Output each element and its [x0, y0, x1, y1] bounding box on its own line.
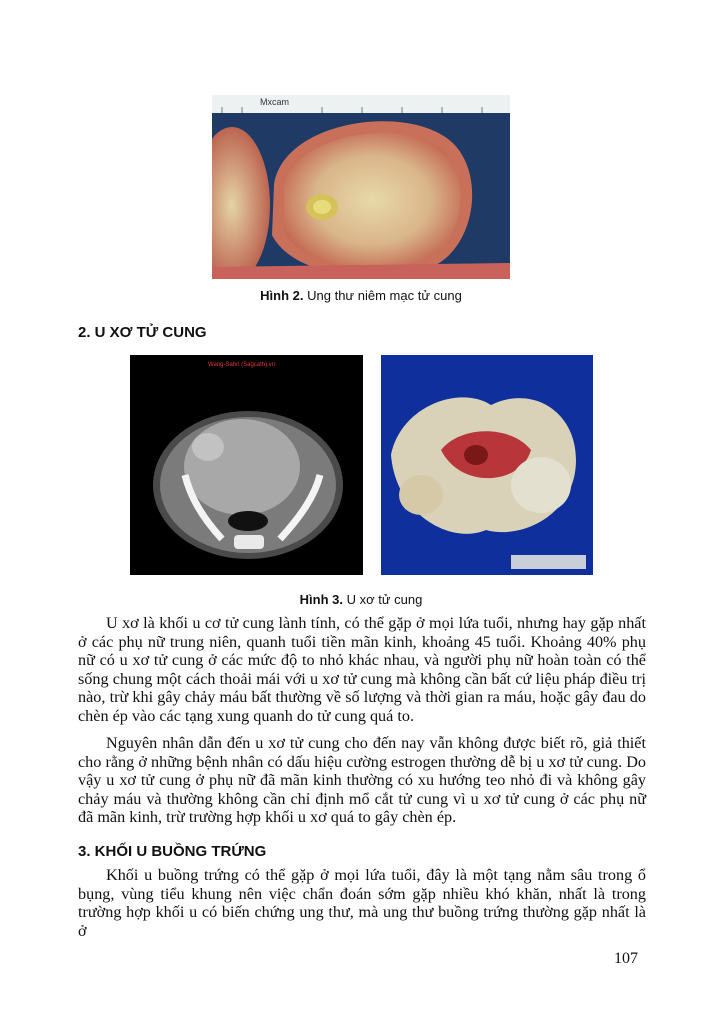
paragraph-ovarian-tumor	[78, 866, 646, 940]
page-number: 107	[614, 950, 638, 967]
ruler-brand-text: Mxcam	[260, 97, 289, 107]
figure-caption-2	[0, 288, 722, 303]
paragraph-fibroid-intro	[78, 614, 646, 726]
figure-caption-text: U xơ tử cung	[342, 592, 423, 607]
ct-scan-image	[130, 355, 363, 575]
figure-caption-3	[0, 592, 722, 607]
paragraph-text: Khối u buồng trứng có thể gặp ở mọi lứa tuổi, đây là một tạng nằm sâu trong ổ bụng, vùng tiểu khung nên việc chẩn đoán sớm gặp nhiều khó khăn, nhất là trong trường hợp khối u có biến chứng ung thư, mà ung thư buồng trứng thường gặp nhất là ở	[78, 866, 646, 940]
paragraph-text: Nguyên nhân dẫn đến u xơ tử cung cho đến nay vẫn không được biết rõ, giả thiết cho rằng ở những bệnh nhân có dấu hiệu cường estrogen thường dễ bị u xơ tử cung. Do vậy u xơ tử cung ở phụ nữ đã mãn kinh thường có xu hướng teo nhỏ đi và không gây chảy máu và thường không cần chỉ định mổ cắt tử cung vì u xơ tử cung ở các phụ nữ đã mãn kinh, trừ trường hợp khối u xơ quá to gây chèn ép.	[78, 734, 646, 827]
ct-watermark: Wang-Sahn (Sagcath).vn	[208, 362, 276, 368]
section-heading: 2. U XƠ TỬ CUNG	[78, 324, 207, 341]
paragraph-text: U xơ là khối u cơ tử cung lành tính, có thể gặp ở mọi lứa tuổi, nhưng hay gặp nhất ở các phụ nữ trung niên, quanh tuổi tiền mãn kinh, khoảng 45 tuổi. Khoảng 40% phụ nữ có u xơ tử cung ở các mức độ to nhỏ khác nhau, và người phụ nữ hoàn toàn có thể sống chung một cách thoải mái với u xơ tử cung mà không cần bất cứ liệu pháp điều trị nào, trừ khi gây chảy máu bất thường về số lượng và thời gian ra máu, hoặc gây đau do chèn ép vào các tạng xung quanh do tử cung quá to.	[78, 614, 646, 725]
section-heading: 3. KHỐI U BUỒNG TRỨNG	[78, 843, 267, 860]
figure-label: Hình 2.	[260, 288, 304, 303]
figure-caption-text: Ung thư niêm mạc tử cung	[303, 288, 462, 303]
paragraph-fibroid-cause	[78, 734, 646, 827]
figure-label: Hình 3.	[299, 592, 343, 607]
uterine-fibroid-photo	[381, 355, 593, 575]
endometrial-cancer-photo	[212, 95, 510, 279]
